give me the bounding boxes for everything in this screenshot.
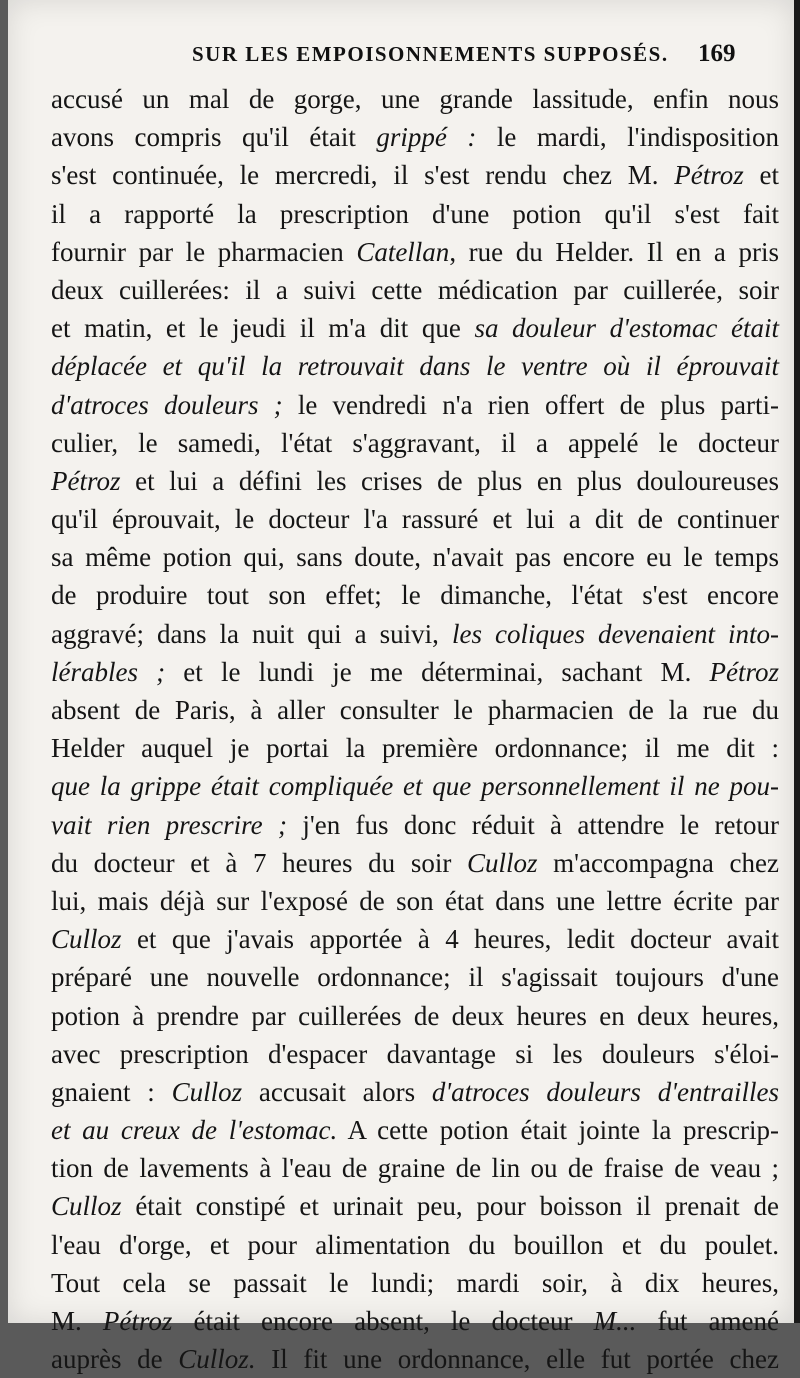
text-line xyxy=(51,729,779,767)
text-line xyxy=(51,1264,779,1302)
text-segment: le vendredi n'a rien offert de plus parti- xyxy=(282,389,779,420)
italic-text-segment: et au creux de l'estomac. xyxy=(51,1115,338,1146)
text-segment: de produire tout son effet; le dimanche, l'état s'est encore xyxy=(51,580,779,611)
text-segment: et le lundi je me déterminai, sachant M. xyxy=(165,656,710,687)
text-line xyxy=(51,156,779,194)
text-segment: fut amené xyxy=(636,1306,779,1336)
italic-text-segment: vait rien prescrire ; xyxy=(51,809,287,840)
italic-text-segment: Catellan xyxy=(356,236,450,267)
italic-text-segment: Culloz xyxy=(171,1076,243,1107)
text-line xyxy=(51,1149,779,1187)
italic-text-segment: d'atroces douleurs ; xyxy=(51,389,283,420)
text-line xyxy=(51,844,779,882)
italic-text-segment: Pétroz xyxy=(51,465,121,496)
italic-text-segment: d'atroces douleurs d'entrailles xyxy=(431,1076,779,1107)
text-line xyxy=(51,500,779,538)
text-segment: A cette potion était jointe la prescrip- xyxy=(337,1115,779,1146)
text-segment: culier, le samedi, l'état s'aggravant, il a appelé le docteur xyxy=(51,427,779,458)
book-page xyxy=(8,0,794,1375)
text-line xyxy=(51,118,779,156)
text-line xyxy=(51,1073,779,1111)
text-segment: m'accompagna chez xyxy=(537,847,779,878)
italic-text-segment: Pétroz xyxy=(102,1306,173,1336)
text-line xyxy=(51,882,779,920)
text-segment: accusait alors xyxy=(242,1076,432,1107)
italic-text-segment: que la grippe était compliquée et que personnellement il ne pou- xyxy=(51,771,779,802)
text-line xyxy=(51,920,779,958)
running-title: SUR LES EMPOISONNEMENTS SUPPOSÉS. xyxy=(192,42,669,66)
text-segment: potion à prendre par cuillerées de deux heures en deux heures, xyxy=(51,1000,779,1031)
text-line xyxy=(51,806,779,844)
text-line xyxy=(51,1035,779,1073)
text-segment: M. xyxy=(51,1306,103,1336)
text-segment: absent de Paris, à aller consulter le pharmacien de la rue du xyxy=(51,695,779,725)
text-line xyxy=(51,767,779,805)
italic-text-segment: déplacée et qu'il la retrouvait dans le ventre où il éprouvait xyxy=(51,351,779,382)
text-segment: et lui a défini les crises de plus en plus douloureuses xyxy=(120,465,779,496)
text-segment: Tout cela se passait le lundi; mardi soir, à dix heures, xyxy=(51,1267,779,1298)
text-line xyxy=(51,80,779,118)
text-line xyxy=(51,958,779,996)
text-line xyxy=(51,615,779,653)
text-line xyxy=(51,195,779,233)
page-number: 169 xyxy=(698,40,736,67)
text-segment: , rue du Helder. Il en a pris xyxy=(449,236,779,267)
text-line xyxy=(51,1226,779,1264)
text-segment: s'est continuée, le mercredi, il s'est rendu chez M. xyxy=(51,160,675,191)
text-line xyxy=(51,386,779,424)
italic-text-segment: grippé : xyxy=(376,122,477,153)
text-segment: préparé une nouvelle ordonnance; il s'agissait toujours d'une xyxy=(51,962,779,993)
text-segment: qu'il éprouvait, le docteur l'a rassuré et lui a dit de continuer xyxy=(51,504,779,535)
text-line xyxy=(51,271,779,309)
text-line xyxy=(51,424,779,462)
text-line xyxy=(51,997,779,1035)
text-segment: et xyxy=(743,160,779,191)
italic-text-segment: lérables ; xyxy=(51,656,166,687)
text-segment: et que j'avais apportée à 4 heures, ledit docteur avait xyxy=(121,924,779,955)
text-line xyxy=(51,653,779,691)
text-segment: avec prescription d'espacer davantage si les douleurs s'éloi- xyxy=(51,1038,779,1069)
italic-text-segment: Culloz xyxy=(51,924,122,955)
text-line xyxy=(51,691,779,729)
text-segment: deux cuillerées: il a suivi cette médication par cuillerée, soir xyxy=(51,274,779,305)
text-segment: fournir par le pharmacien xyxy=(51,236,357,267)
text-segment: aggravé; dans la nuit qui a suivi, xyxy=(51,618,452,649)
text-line xyxy=(51,1340,779,1378)
text-segment: sa même potion qui, sans doute, n'avait pas encore eu le temps xyxy=(51,542,779,573)
text-line xyxy=(51,1111,779,1149)
text-segment: tion de lavements à l'eau de graine de lin ou de fraise de veau ; xyxy=(51,1153,779,1184)
text-segment: était encore absent, le docteur xyxy=(172,1306,594,1336)
text-segment: Helder auquel je portai la première ordonnance; il me dit : xyxy=(51,733,779,764)
text-segment: avons compris qu'il était xyxy=(51,122,377,153)
text-line xyxy=(51,462,779,500)
text-line xyxy=(51,1187,779,1225)
text-line xyxy=(51,347,779,385)
text-line xyxy=(51,576,779,614)
text-segment: l'eau d'orge, et pour alimentation du bouillon et du poulet. xyxy=(51,1229,779,1260)
text-segment: j'en fus donc réduit à attendre le retour xyxy=(287,809,779,840)
text-segment: du docteur et à 7 heures du soir xyxy=(51,847,467,878)
body-text xyxy=(51,80,779,1378)
text-segment: et matin, et le jeudi il m'a dit que xyxy=(51,313,475,344)
italic-text-segment: Culloz xyxy=(51,1191,122,1222)
text-segment: lui, mais déjà sur l'exposé de son état dans une lettre écrite par xyxy=(51,885,779,916)
italic-text-segment: Culloz. xyxy=(178,1344,256,1375)
text-line xyxy=(51,1302,779,1340)
italic-text-segment: M... xyxy=(593,1306,637,1336)
italic-text-segment: sa douleur d'estomac était xyxy=(474,313,779,344)
text-line xyxy=(51,309,779,347)
text-line xyxy=(51,233,779,271)
text-segment: gnaient : xyxy=(51,1076,172,1107)
italic-text-segment: Culloz xyxy=(466,847,538,878)
text-segment: il a rapporté la prescription d'une potion qu'il s'est fait xyxy=(51,198,779,229)
page-header xyxy=(8,42,794,72)
italic-text-segment: Pétroz xyxy=(709,656,779,687)
text-segment: accusé un mal de gorge, une grande lassitude, enfin nous xyxy=(51,84,779,114)
italic-text-segment: les coliques devenaient into- xyxy=(451,618,779,649)
text-segment: était constipé et urinait peu, pour boisson il prenait de xyxy=(121,1191,779,1222)
text-segment: Il fit une ordonnance, elle fut portée chez xyxy=(255,1344,779,1375)
text-segment: le mardi, l'indisposition xyxy=(476,122,779,153)
text-line xyxy=(51,538,779,576)
italic-text-segment: Pétroz xyxy=(674,160,744,191)
text-segment: auprès de xyxy=(51,1344,179,1375)
page-edge-shadow xyxy=(794,0,800,1323)
